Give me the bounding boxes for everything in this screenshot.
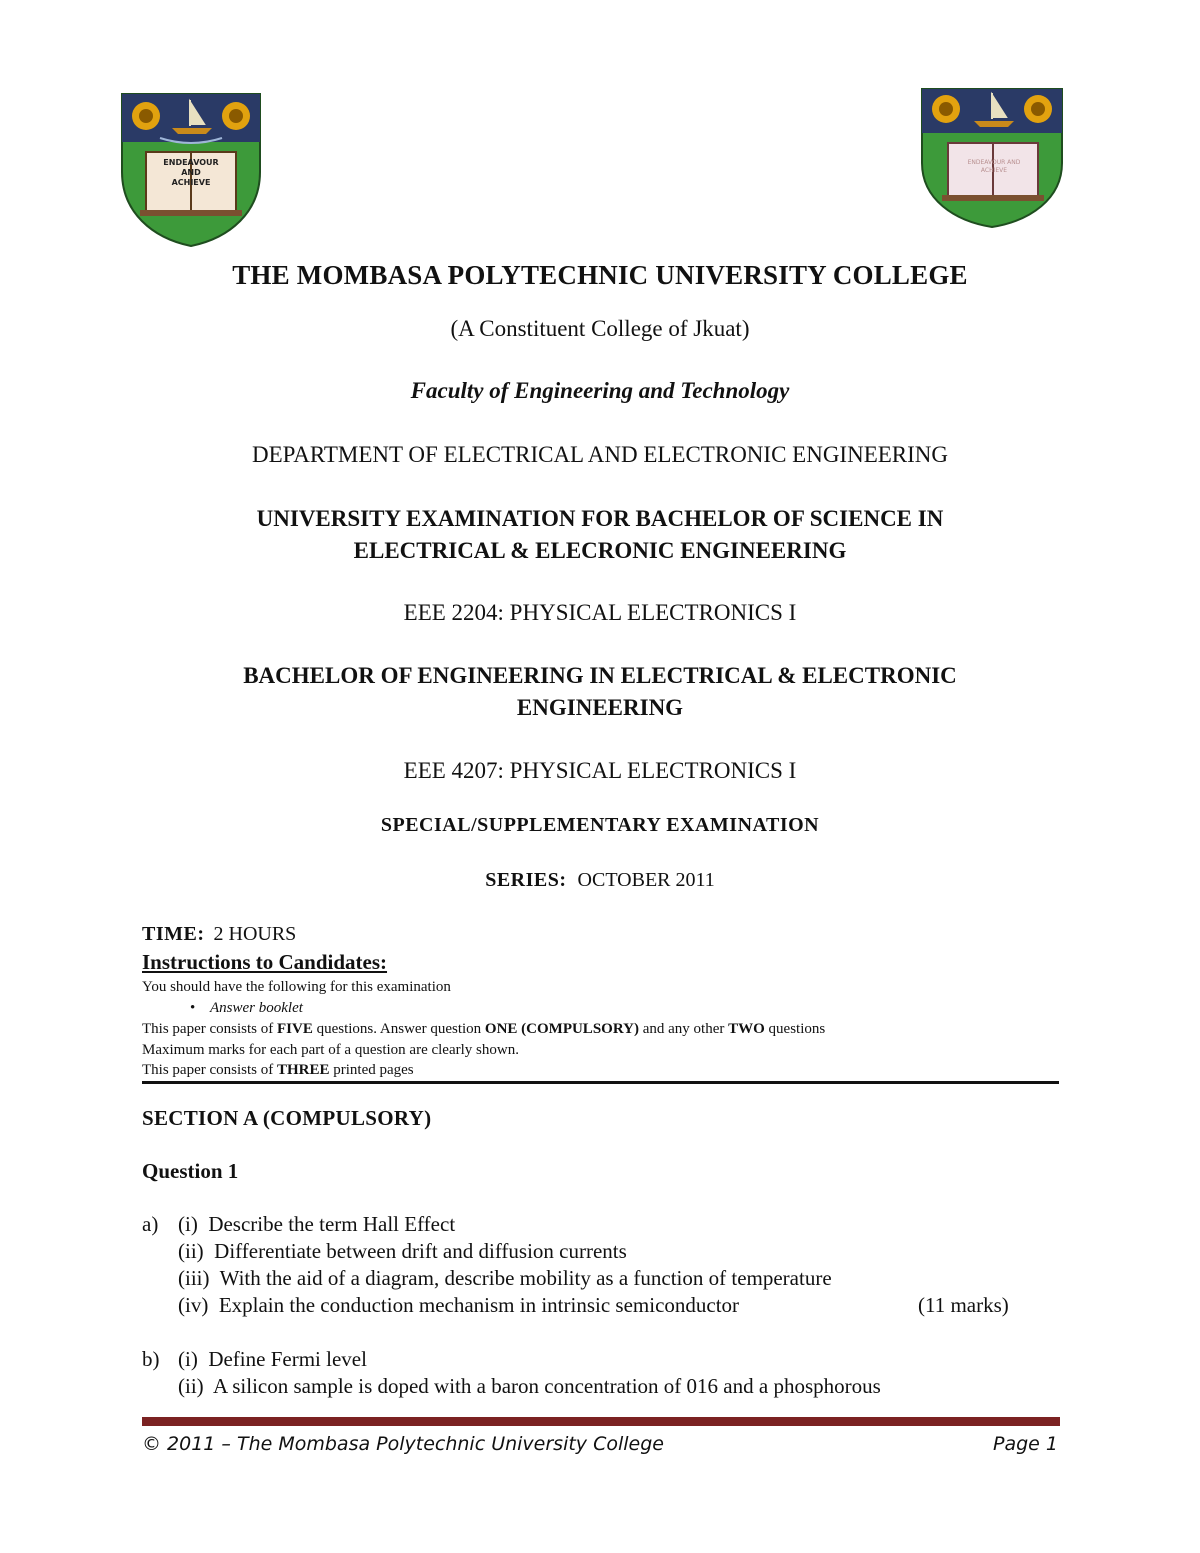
text-run-bold: FIVE — [276, 1021, 313, 1037]
bullet-text: Answer booklet — [210, 1000, 303, 1016]
exam-time — [142, 923, 296, 946]
time-value: 2 HOURS — [213, 923, 297, 945]
text-run-bold: ONE (COMPULSORY) — [484, 1021, 639, 1037]
instructions-line: Maximum marks for each part of a question are clearly shown. — [142, 1042, 519, 1058]
exam-title-line2: ELECTRICAL & ELECRONIC ENGINEERING — [353, 538, 847, 563]
question-item: (iii) With the aid of a diagram, describe mobility as a function of temperature — [178, 1266, 832, 1290]
institution-title: THE MOMBASA POLYTECHNIC UNIVERSITY COLLEGE — [232, 260, 968, 290]
footer-copyright: © 2011 – The Mombasa Polytechnic University College — [142, 1433, 664, 1455]
instructions-line — [142, 1060, 414, 1081]
text-run-bold: THREE — [276, 1062, 330, 1078]
question-item: (iv) Explain the conduction mechanism in intrinsic semiconductor — [178, 1293, 740, 1317]
text-run: printed pages — [329, 1062, 414, 1078]
question-item: (i) Define Fermi level — [178, 1347, 367, 1371]
department-name: DEPARTMENT OF ELECTRICAL AND ELECTRONIC ENGINEERING — [251, 442, 949, 467]
text-run: questions — [764, 1021, 826, 1037]
exam-title-line1: UNIVERSITY EXAMINATION FOR BACHELOR OF SCIENCE IN — [256, 506, 944, 531]
footer-rule — [142, 1417, 1060, 1426]
motto-word: AND — [181, 168, 201, 177]
part-b-label: b) — [142, 1347, 160, 1371]
time-label: TIME: — [142, 923, 205, 945]
degree-title-line1: BACHELOR OF ENGINEERING IN ELECTRICAL & ELECTRONIC — [243, 663, 957, 688]
series-label: SERIES: — [485, 869, 567, 891]
constituent-college: (A Constituent College of Jkuat) — [450, 316, 750, 341]
course-code-1: EEE 2204: PHYSICAL ELECTRONICS I — [403, 600, 797, 625]
section-title: SECTION A (COMPULSORY) — [142, 1106, 432, 1130]
text-run: This paper consists of — [142, 1021, 277, 1037]
motto-word: ACHIEVE — [171, 178, 211, 187]
bullet-icon: • — [190, 1000, 196, 1016]
right-crest-logo — [920, 87, 1064, 229]
motto-word: ENDEAVOUR — [163, 158, 219, 167]
part-a-label: a) — [142, 1212, 159, 1236]
instructions-line — [142, 1019, 825, 1040]
text-run: questions. Answer question — [312, 1021, 485, 1037]
instructions-divider — [142, 1081, 1059, 1084]
question-item: (ii) Differentiate between drift and diffusion currents — [178, 1239, 627, 1263]
instructions-heading: Instructions to Candidates: — [142, 950, 388, 974]
exam-series — [0, 869, 1200, 892]
crest-motto — [162, 158, 220, 188]
left-crest-logo — [120, 92, 262, 248]
instructions-bullet — [190, 998, 303, 1019]
degree-title-line2: ENGINEERING — [516, 695, 684, 720]
crest-motto: ENDEAVOUR AND ACHIEVE — [967, 159, 1021, 174]
instructions-line: You should have the following for this examination — [142, 979, 451, 995]
question-title: Question 1 — [142, 1159, 239, 1183]
faculty-name: Faculty of Engineering and Technology — [410, 378, 790, 403]
series-value: OCTOBER 2011 — [577, 869, 715, 891]
text-run-bold: TWO — [728, 1021, 765, 1037]
course-code-2: EEE 4207: PHYSICAL ELECTRONICS I — [403, 758, 797, 783]
exam-type: SPECIAL/SUPPLEMENTARY EXAMINATION — [380, 814, 820, 836]
footer-page-number: Page 1 — [993, 1433, 1058, 1455]
marks-allocation: (11 marks) — [918, 1293, 1009, 1317]
text-run: This paper consists of — [142, 1062, 277, 1078]
question-item: (ii) A silicon sample is doped with a baron concentration of 016 and a phosphorous — [178, 1374, 881, 1398]
text-run: and any other — [638, 1021, 729, 1037]
question-item: (i) Describe the term Hall Effect — [178, 1212, 456, 1236]
